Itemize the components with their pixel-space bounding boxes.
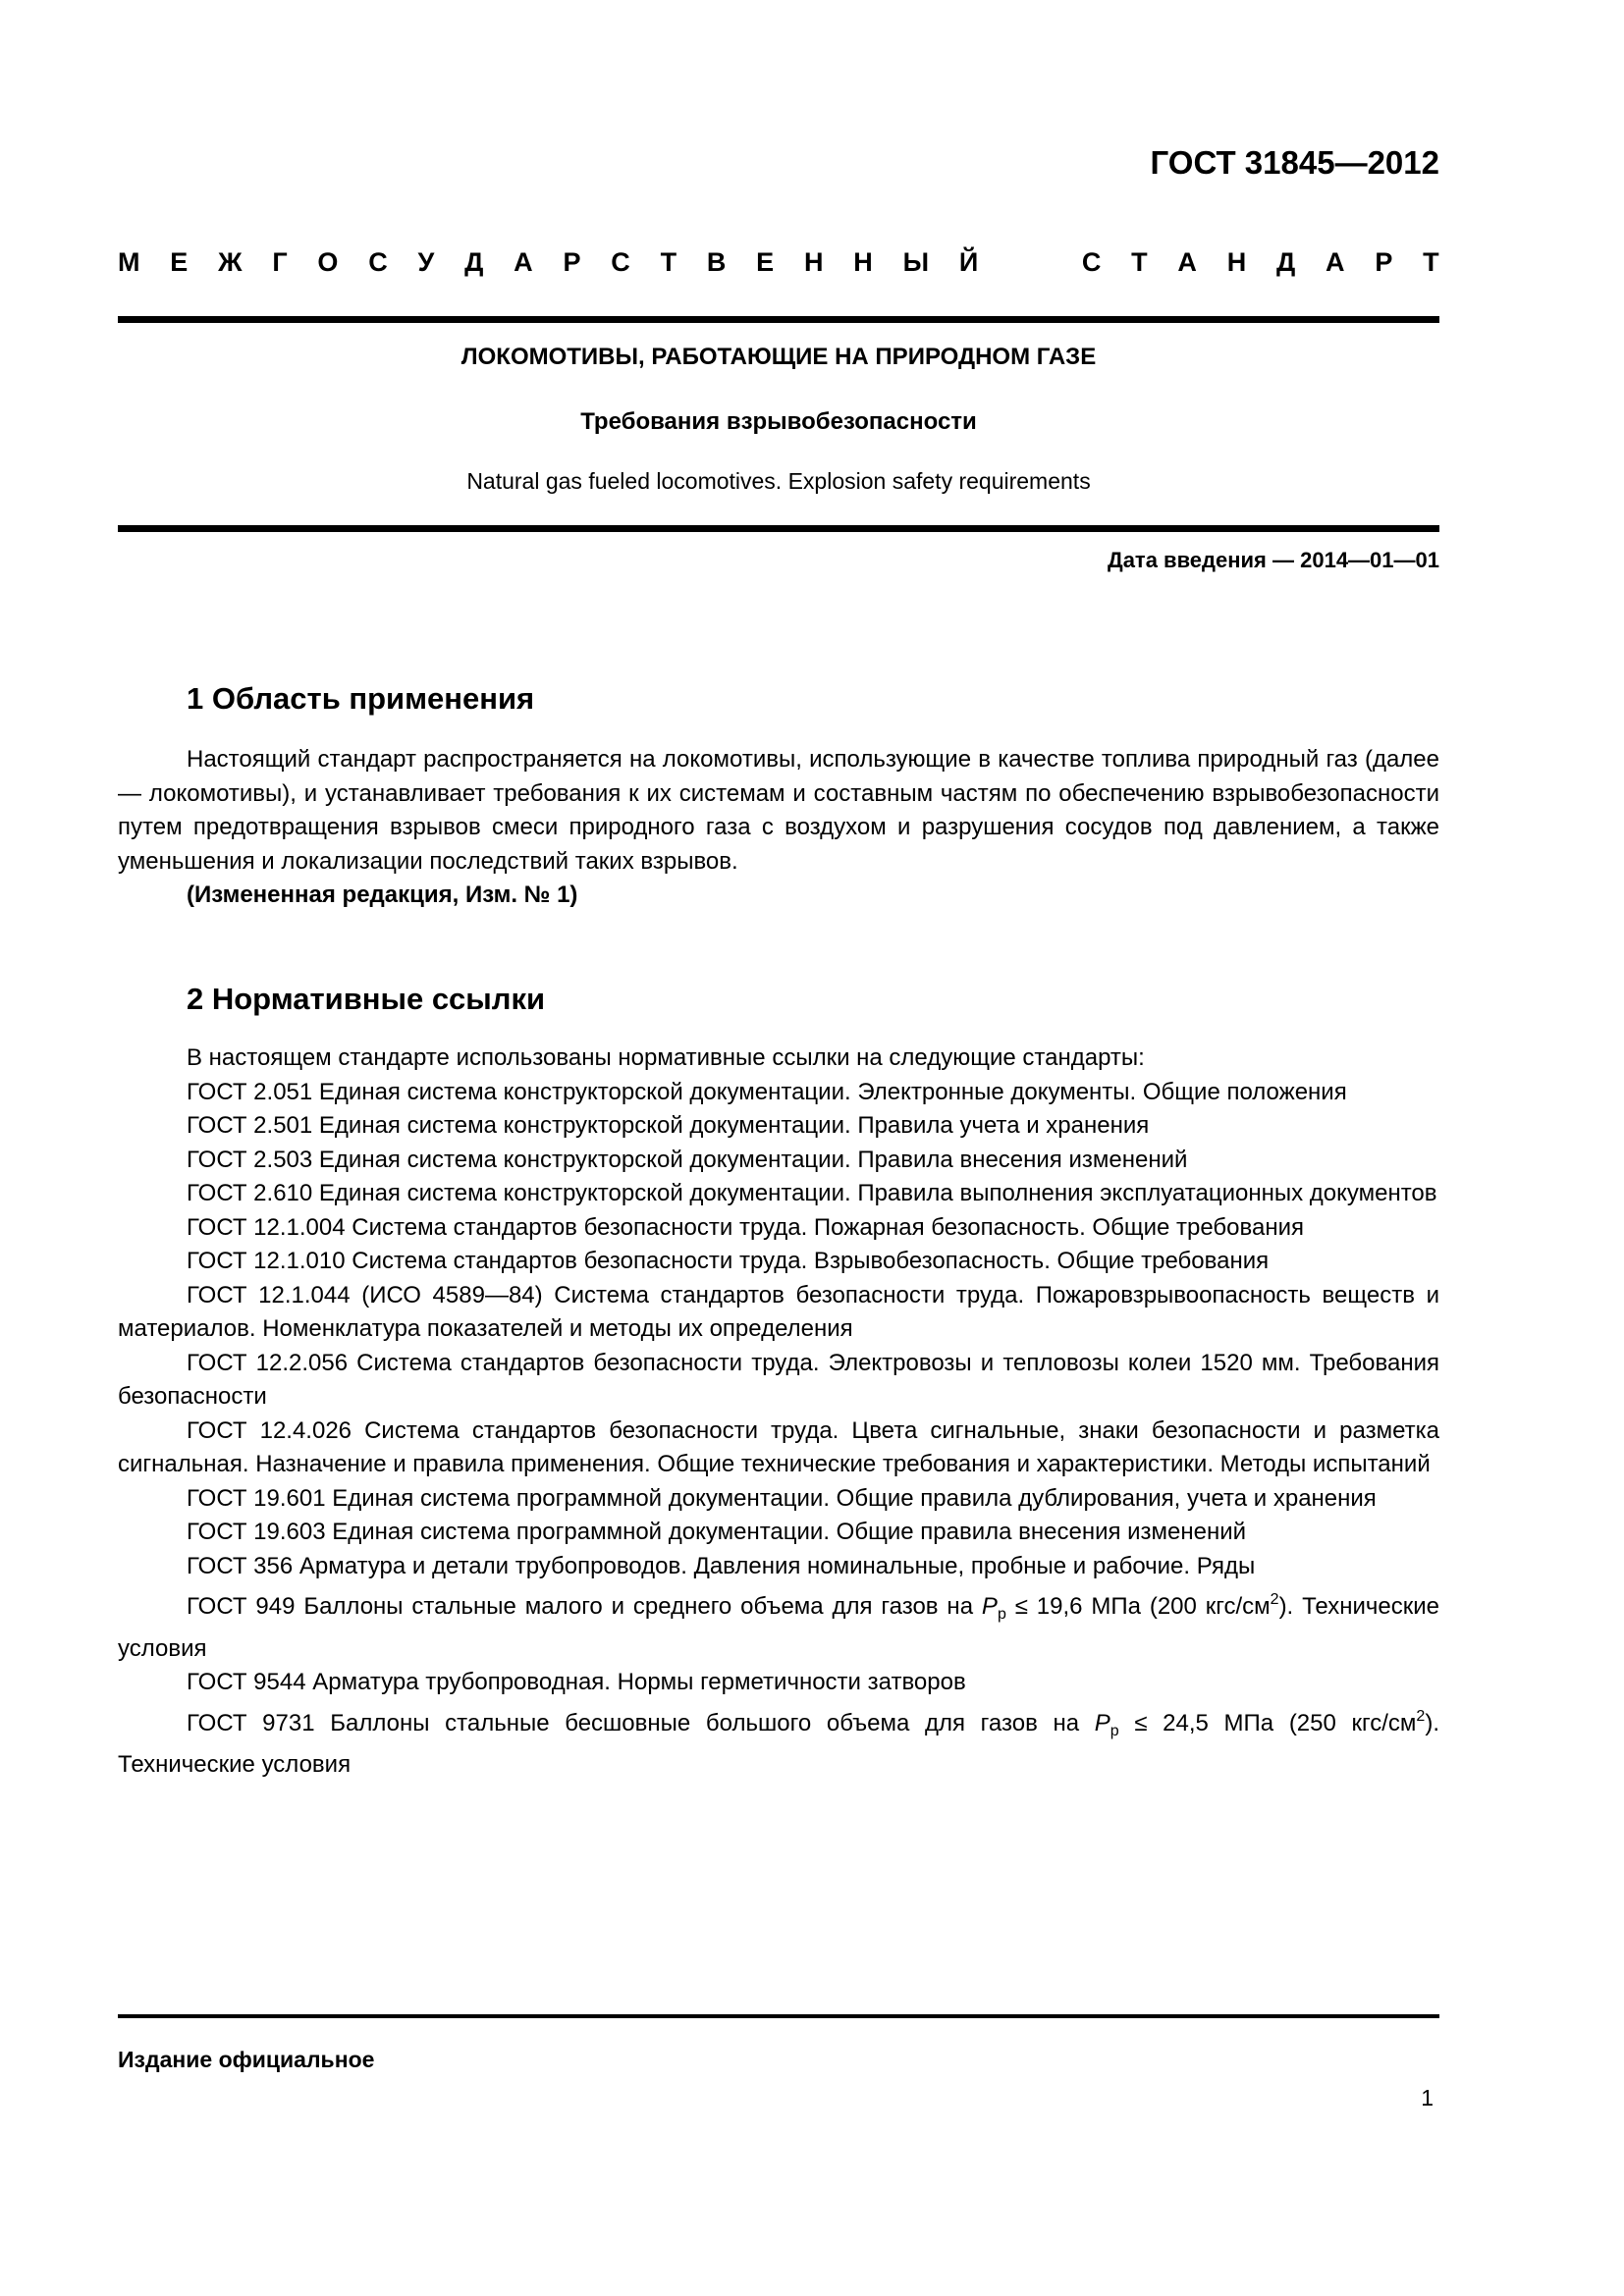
document-subtitle: Требования взрывобезопасности	[580, 408, 977, 435]
page-number: 1	[1421, 2085, 1434, 2110]
banner-letter: Т	[660, 247, 677, 277]
reference-item: ГОСТ 12.1.010 Система стандартов безопасности труда. Взрывобезопасность. Общие требования	[187, 1248, 1270, 1274]
reference-item: ГОСТ 19.601 Единая система программной документации. Общие правила дублирования, учета и хранения	[187, 1484, 1377, 1512]
document-title: ЛОКОМОТИВЫ, РАБОТАЮЩИЕ НА ПРИРОДНОМ ГАЗЕ	[460, 344, 1097, 370]
interstate-standard-banner	[118, 247, 1439, 278]
reference-item-gost-949: ГОСТ 949 Баллоны стальные малого и среднего объема для газов на $P_р \le 19,6$ МПа (200 кгс/$см^2$). Технические условия	[118, 1591, 1440, 1662]
official-edition-label: Издание официальное	[118, 2047, 375, 2072]
section-1-heading: 1 Область применения	[187, 681, 535, 716]
section-1-body	[118, 743, 1439, 913]
reference-item: ГОСТ 12.2.056 Система стандартов безопасности труда. Электровозы и тепловозы колеи 1520 мм. Требования безопасности	[118, 1349, 1439, 1410]
footer-rule	[118, 2014, 1439, 2018]
banner-letter: Д	[464, 247, 484, 277]
banner-letter: Н	[1226, 247, 1247, 277]
title-bottom-rule	[118, 525, 1439, 532]
reference-item: ГОСТ 12.1.004 Система стандартов безопасности труда. Пожарная безопасность. Общие требования	[187, 1213, 1305, 1241]
reference-item: ГОСТ 12.1.044 (ИСО 4589—84) Система стандартов безопасности труда. Пожаровзрывоопасность веществ и материалов. Номенклатура показателей и методы их определения	[118, 1281, 1439, 1342]
top-rule	[118, 316, 1439, 323]
banner-gap	[1008, 247, 1052, 278]
reference-item: ГОСТ 9544 Арматура трубопроводная. Нормы герметичности затворов	[187, 1669, 966, 1695]
banner-letter: В	[706, 247, 727, 277]
introduction-date: Дата введения — 2014—01—01	[1108, 548, 1439, 572]
banner-letter: М	[118, 247, 140, 277]
banner-letter: А	[1326, 247, 1345, 277]
standard-number: ГОСТ 31845—2012	[1150, 144, 1439, 181]
banner-letter: Д	[1276, 247, 1296, 277]
banner-letter: С	[1081, 247, 1102, 277]
banner-letter: Ж	[218, 247, 243, 277]
banner-letter: А	[1177, 247, 1197, 277]
banner-letter: С	[368, 247, 388, 277]
banner-letter: Е	[170, 247, 189, 277]
section-2-intro: В настоящем стандарте использованы нормативные ссылки на следующие стандарты:	[187, 1044, 1145, 1071]
section-2-body	[118, 1041, 1439, 1783]
reference-item: ГОСТ 19.603 Единая система программной документации. Общие правила внесения изменений	[187, 1519, 1247, 1545]
banner-letter: Г	[272, 247, 288, 277]
banner-letter: А	[514, 247, 533, 277]
reference-item: ГОСТ 12.4.026 Система стандартов безопасности труда. Цвета сигнальные, знаки безопасности и разметка сигнальная. Назначение и правила применения. Общие технические требования и характеристики. Методы испытаний	[118, 1416, 1439, 1477]
banner-letter: Р	[1375, 247, 1393, 277]
banner-letter: Т	[1131, 247, 1148, 277]
banner-letter: Й	[958, 247, 979, 277]
banner-letter: С	[611, 247, 630, 277]
reference-item-gost-9731: ГОСТ 9731 Баллоны стальные бесшовные большого объема для газов на $P_р \le 24,5$ МПа (250 кгс/$см^2$). Технические условия	[118, 1707, 1439, 1778]
banner-letter: О	[317, 247, 339, 277]
english-title: Natural gas fueled locomotives. Explosion safety requirements	[466, 468, 1091, 494]
amendment-note: (Измененная редакция, Изм. № 1)	[187, 881, 578, 908]
reference-item: ГОСТ 2.610 Единая система конструкторской документации. Правила выполнения эксплуатационных документов	[187, 1180, 1437, 1206]
section-2-heading: 2 Нормативные ссылки	[187, 982, 546, 1016]
reference-item: ГОСТ 2.051 Единая система конструкторской документации. Электронные документы. Общие положения	[187, 1078, 1347, 1105]
section-1-text: Настоящий стандарт распространяется на локомотивы, использующие в качестве топлива природный газ (далее — локомотивы), и устанавливает требования к их системам и составным частям по обеспечению взрывобезопасности путем предотвращения взрывов смеси природного газа с воздухом и разрушения сосудов под давлением, а также уменьшения и локализации последствий таких взрывов.	[118, 746, 1439, 875]
banner-letter: Р	[563, 247, 581, 277]
banner-letter: Н	[803, 247, 824, 277]
banner-letter: У	[417, 247, 435, 277]
reference-item: ГОСТ 356 Арматура и детали трубопроводов. Давления номинальные, пробные и рабочие. Ряды	[187, 1552, 1256, 1579]
banner-letter: Т	[1423, 247, 1439, 277]
banner-letter: Е	[756, 247, 775, 277]
banner-letter: Ы	[902, 247, 930, 277]
banner-letter: Н	[853, 247, 873, 277]
reference-item: ГОСТ 2.501 Единая система конструкторской документации. Правила учета и хранения	[187, 1112, 1150, 1139]
reference-item: ГОСТ 2.503 Единая система конструкторской документации. Правила внесения изменений	[187, 1146, 1188, 1173]
